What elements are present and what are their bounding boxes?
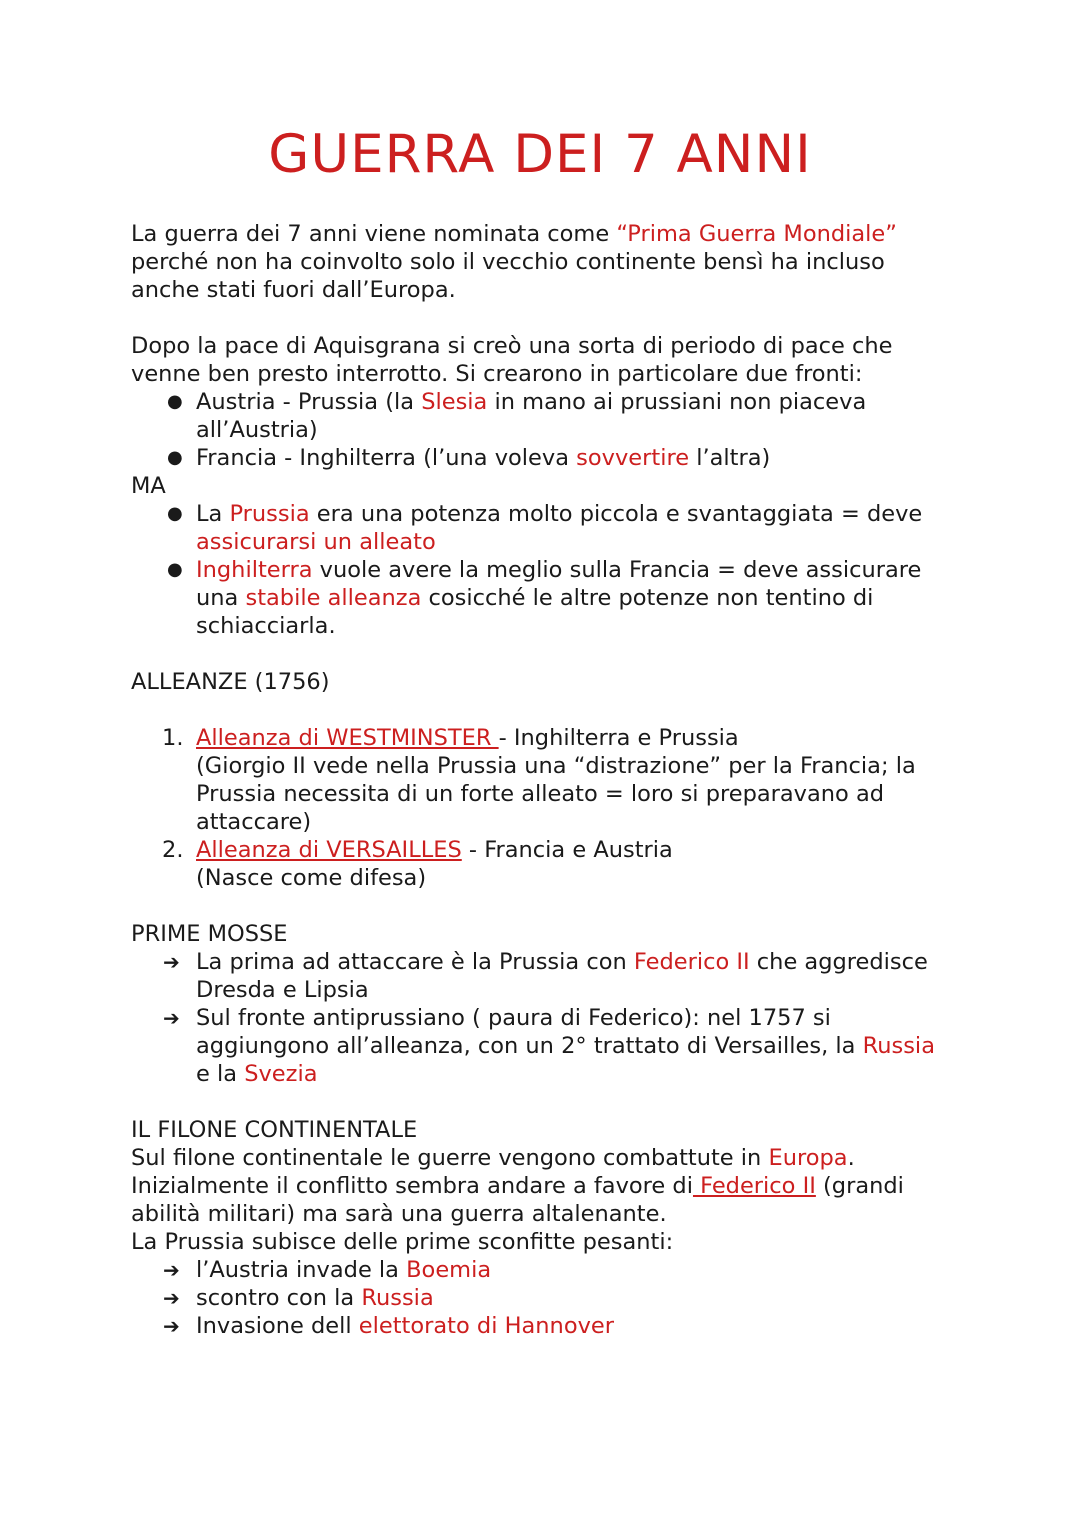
highlight: Boemia	[406, 1257, 492, 1283]
fronts-list	[131, 388, 961, 472]
highlight: assicurarsi un alleato	[196, 529, 436, 555]
text-line: perché non ha coinvolto solo il vecchio continente bensì ha incluso	[131, 249, 885, 275]
text-line: Sul filone continentale le guerre vengono combattute in Europa.	[131, 1145, 855, 1171]
section-heading: ALLEANZE (1756)	[131, 669, 330, 695]
ma-list	[131, 500, 961, 640]
mosse-section	[131, 920, 961, 1088]
highlight: Europa	[768, 1145, 848, 1171]
text-line: abilità militari) ma sarà una guerra altalenante.	[131, 1201, 667, 1227]
text-line: anche stati fuori dall’Europa.	[131, 277, 456, 303]
section-heading: IL FILONE CONTINENTALE	[131, 1117, 418, 1143]
link-federico[interactable]: Federico II	[692, 1173, 816, 1199]
list-item: 2. Alleanza di VERSAILLES - Francia e Austria (Nasce come difesa)	[162, 837, 673, 891]
text-line: La Prussia subisce delle prime sconfitte pesanti:	[131, 1229, 674, 1255]
bullet-icon: ●	[167, 447, 183, 468]
highlight: sovvertire	[576, 445, 690, 471]
pace-paragraph	[131, 332, 961, 640]
list-item: ➔ l’Austria invade la Boemia	[163, 1257, 492, 1283]
highlight: “Prima Guerra Mondiale”	[616, 221, 897, 247]
link-versailles[interactable]: Alleanza di VERSAILLES	[196, 837, 462, 863]
document-body	[131, 220, 961, 1340]
list-number: 2.	[162, 837, 184, 863]
text-line: Dopo la pace di Aquisgrana si creò una sorta di periodo di pace che	[131, 333, 893, 359]
highlight: Federico II	[633, 949, 750, 975]
list-item: ● Austria - Prussia (la Slesia in mano ai prussiani non piaceva all’Austria)	[167, 389, 867, 443]
list-item: ➔ Invasione dell elettorato di Hannover	[163, 1313, 614, 1339]
highlight: elettorato di Hannover	[358, 1313, 614, 1339]
highlight: Russia	[361, 1285, 434, 1311]
list-item: ➔ Sul fronte antiprussiano ( paura di Federico): nel 1757 si aggiungono all’alleanza, con un 2° trattato di Versailles, la Russia e la Svezia	[163, 1005, 935, 1087]
bullet-icon: ●	[167, 391, 183, 412]
arrow-icon: ➔	[163, 1314, 180, 1338]
arrow-icon: ➔	[163, 950, 180, 974]
highlight: Prussia	[229, 501, 310, 527]
bullet-icon: ●	[167, 503, 183, 524]
list-item: ● Inghilterra vuole avere la meglio sulla Francia = deve assicurare una stabile alleanza cosicché le altre potenze non tentino di schiacciarla.	[167, 557, 922, 639]
list-item: ● Francia - Inghilterra (l’una voleva sovvertire l’altra)	[167, 445, 771, 471]
list-item: ➔ La prima ad attaccare è la Prussia con Federico II che aggredisce Dresda e Lipsia	[163, 949, 928, 1003]
arrow-icon: ➔	[163, 1006, 180, 1030]
mosse-list	[131, 948, 961, 1088]
text-line: La guerra dei 7 anni viene nominata come “Prima Guerra Mondiale”	[131, 221, 897, 247]
alleanze-section	[131, 668, 961, 892]
page-title: GUERRA DEI 7 ANNI	[268, 124, 812, 185]
highlight: stabile alleanza	[245, 585, 422, 611]
arrow-icon: ➔	[163, 1286, 180, 1310]
highlight: Russia	[862, 1033, 935, 1059]
text-line: Inizialmente il conflitto sembra andare a favore di Federico II (grandi	[131, 1173, 904, 1199]
list-item: ● La Prussia era una potenza molto piccola e svantaggiata = deve assicurarsi un alleato	[131, 500, 961, 556]
bullet-icon: ●	[167, 559, 183, 580]
arrow-icon: ➔	[163, 1258, 180, 1282]
text-line: venne ben presto interrotto. Si crearono in particolare due fronti:	[131, 361, 863, 387]
list-item: 1. Alleanza di WESTMINSTER - Inghilterra e Prussia (Giorgio II vede nella Prussia una “distrazione” per la Francia; la Prussia necessita di un forte alleato = loro si preparavano ad attaccare)	[162, 725, 916, 835]
highlight: Slesia	[421, 389, 488, 415]
highlight: Svezia	[244, 1061, 318, 1087]
section-heading: PRIME MOSSE	[131, 921, 288, 947]
list-item: ➔ scontro con la Russia	[163, 1285, 434, 1311]
intro-paragraph	[131, 220, 961, 304]
list-number: 1.	[162, 725, 184, 751]
sconfitte-list	[131, 1256, 961, 1340]
filone-section	[131, 1116, 961, 1340]
link-westminster[interactable]: Alleanza di WESTMINSTER	[196, 725, 499, 751]
alleanze-list	[131, 724, 961, 892]
text-line: MA	[131, 473, 166, 499]
highlight: Inghilterra	[196, 557, 313, 583]
